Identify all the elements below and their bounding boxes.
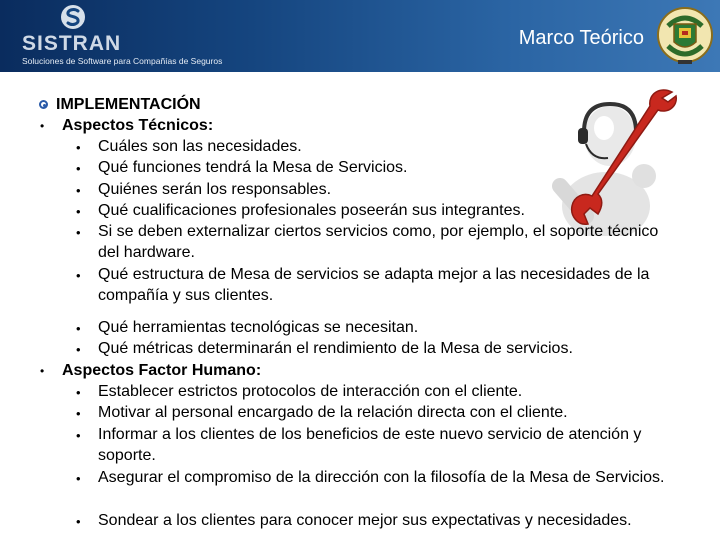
- list-item: Sondear a los clientes para conocer mejor sus expectativas y necesidades.: [98, 512, 632, 529]
- list-item: Quiénes serán los responsables.: [98, 181, 332, 198]
- university-seal-icon: [656, 4, 714, 68]
- sistran-logo-icon: [60, 4, 86, 30]
- group-label: Aspectos Técnicos:: [62, 117, 214, 134]
- group-label: Aspectos Factor Humano:: [62, 362, 262, 379]
- list-item: Establecer estrictos protocolos de interacción con el cliente.: [98, 383, 523, 400]
- group-bullet: •: [40, 119, 45, 133]
- section-heading-text: IMPLEMENTACIÓN: [56, 96, 201, 113]
- list-item: Asegurar el compromiso de la dirección con la filosofía de la Mesa de Servicios.: [98, 469, 665, 486]
- item-bullet: •: [76, 140, 81, 155]
- item-bullet: •: [76, 342, 81, 357]
- item-bullet: •: [76, 471, 81, 486]
- header-banner: [0, 0, 720, 72]
- item-bullet: •: [76, 428, 81, 443]
- heading-bullet-icon: [39, 100, 48, 109]
- list-item: Qué cualificaciones profesionales poseerán sus integrantes.: [98, 202, 525, 219]
- list-item: Informar a los clientes de los beneficios de este nuevo servicio de atención y soporte.: [98, 426, 642, 465]
- item-bullet: •: [76, 406, 81, 421]
- list-item: Qué herramientas tecnológicas se necesitan.: [98, 319, 419, 336]
- item-bullet: •: [76, 321, 81, 336]
- list-item: Qué métricas determinarán el rendimiento de la Mesa de servicios.: [98, 340, 573, 357]
- list-item: Qué funciones tendrá la Mesa de Servicios.: [98, 159, 408, 176]
- brand-tagline: Soluciones de Software para Compañías de Seguros: [22, 56, 223, 66]
- list-item: Si se deben externalizar ciertos servicios como, por ejemplo, el soporte técnico del hardware.: [98, 223, 659, 262]
- list-item: Qué estructura de Mesa de servicios se adapta mejor a las necesidades de la compañía y sus clientes.: [98, 266, 650, 305]
- group-bullet: •: [40, 364, 45, 378]
- slide-title: Marco Teórico: [518, 27, 644, 49]
- item-bullet: •: [76, 225, 81, 240]
- item-bullet: •: [76, 204, 81, 219]
- brand-name: SISTRAN: [22, 32, 122, 55]
- item-bullet: •: [76, 183, 81, 198]
- list-item: Cuáles son las necesidades.: [98, 138, 302, 155]
- item-bullet: •: [76, 514, 81, 529]
- item-bullet: •: [76, 161, 81, 176]
- item-bullet: •: [76, 268, 81, 283]
- item-bullet: •: [76, 385, 81, 400]
- list-item: Motivar al personal encargado de la relación directa con el cliente.: [98, 404, 568, 421]
